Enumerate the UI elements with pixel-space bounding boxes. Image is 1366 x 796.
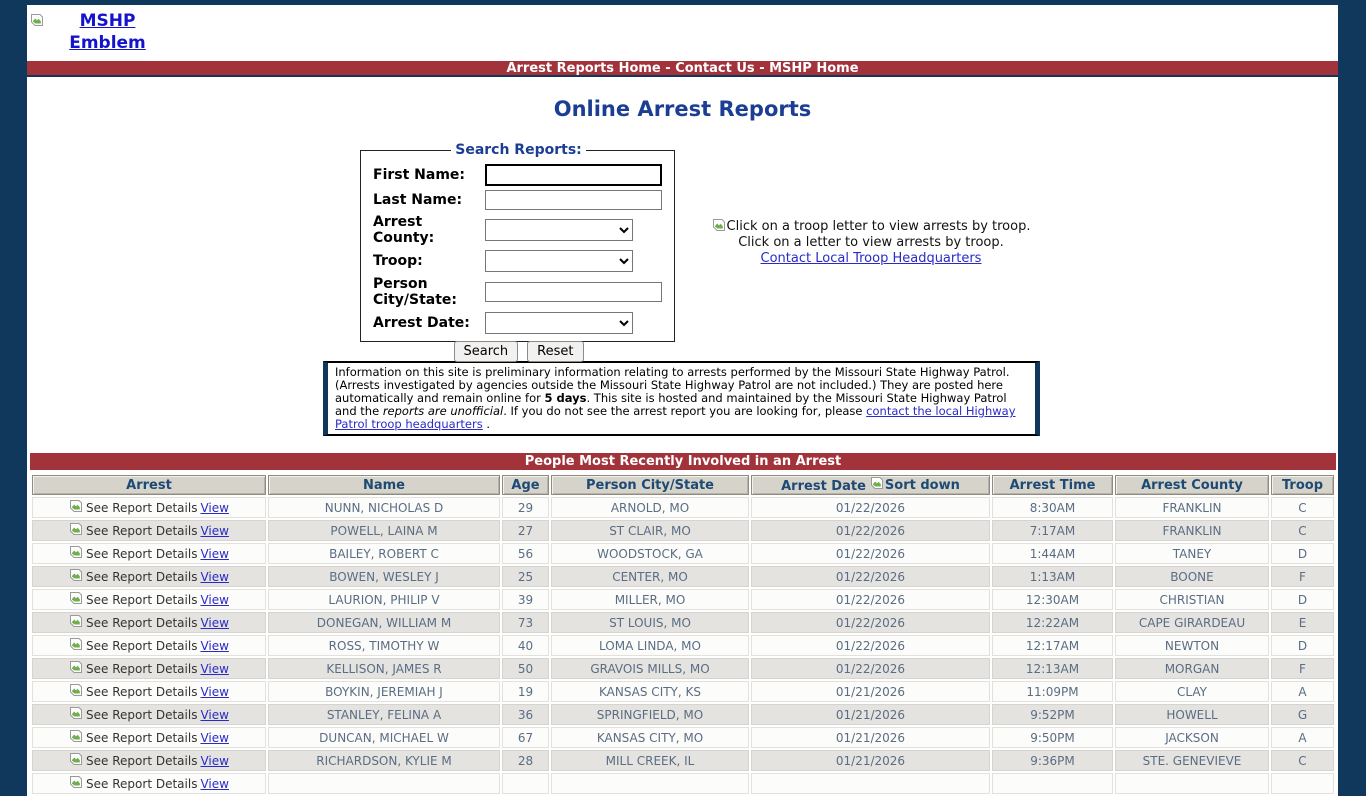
see-report-details-icon — [69, 683, 83, 700]
cell-arrest-date: 01/21/2026 — [751, 704, 990, 725]
mshp-emblem-link[interactable]: MSHP Emblem — [69, 11, 146, 53]
arrest-table-body — [32, 497, 1334, 794]
cell-name: BOWEN, WESLEY J — [268, 566, 500, 587]
cell-person-city-state: KANSAS CITY, MO — [551, 727, 749, 748]
cell-arrest-date: 01/22/2026 — [751, 635, 990, 656]
cell-arrest-time: 8:30AM — [992, 497, 1113, 518]
cell-arrest-county: HOWELL — [1115, 704, 1269, 725]
cell-arrest-action — [32, 773, 266, 794]
cell-person-city-state: MILLER, MO — [551, 589, 749, 610]
troop-select[interactable] — [485, 250, 633, 272]
table-row — [32, 635, 1334, 656]
last-name-label: Last Name: — [373, 192, 463, 208]
cell-troop: C — [1271, 497, 1334, 518]
cell-age: 19 — [502, 681, 549, 702]
cell-arrest-date: 01/21/2026 — [751, 750, 990, 771]
cell-age: 25 — [502, 566, 549, 587]
see-report-details-alt: See Report Details — [86, 661, 198, 676]
table-row — [32, 497, 1334, 518]
view-report-link[interactable]: View — [200, 592, 229, 607]
cell-arrest-date: 01/22/2026 — [751, 566, 990, 587]
cell-name: RICHARDSON, KYLIE M — [268, 750, 500, 771]
cell-arrest-action — [32, 681, 266, 702]
arrest-table — [30, 473, 1336, 796]
cell-arrest-county: BOONE — [1115, 566, 1269, 587]
first-name-label: First Name: — [373, 167, 466, 183]
sort-down-control[interactable] — [870, 476, 960, 494]
cell-arrest-time: 1:44AM — [992, 543, 1113, 564]
cell-arrest-time: 12:17AM — [992, 635, 1113, 656]
table-row — [32, 681, 1334, 702]
nav-mshp-home[interactable]: MSHP Home — [769, 61, 859, 76]
cell-arrest-action — [32, 704, 266, 725]
cell-age: 27 — [502, 520, 549, 541]
view-report-link[interactable]: View — [200, 615, 229, 630]
cell-name: ROSS, TIMOTHY W — [268, 635, 500, 656]
cell-arrest-action — [32, 566, 266, 587]
cell-name — [268, 773, 500, 794]
cell-arrest-action — [32, 497, 266, 518]
see-report-details-alt: See Report Details — [86, 500, 198, 515]
search-reports-fieldset — [360, 142, 675, 359]
cell-person-city-state: WOODSTOCK, GA — [551, 543, 749, 564]
see-report-details-alt: See Report Details — [86, 707, 198, 722]
see-report-details-alt: See Report Details — [86, 546, 198, 561]
table-header-row — [32, 475, 1334, 495]
cell-arrest-county: JACKSON — [1115, 727, 1269, 748]
cell-troop: A — [1271, 681, 1334, 702]
site-header — [27, 5, 1338, 61]
see-report-details-alt: See Report Details — [86, 753, 198, 768]
search-button[interactable]: Search — [454, 341, 519, 362]
column-header-arrest-date — [751, 475, 990, 495]
cell-age — [502, 773, 549, 794]
cell-arrest-county: STE. GENEVIEVE — [1115, 750, 1269, 771]
view-report-link[interactable]: View — [200, 753, 229, 768]
table-title-bar: People Most Recently Involved in an Arrest — [30, 453, 1336, 470]
cell-arrest-action — [32, 635, 266, 656]
search-section — [27, 142, 1338, 359]
cell-age: 73 — [502, 612, 549, 633]
cell-arrest-time: 9:52PM — [992, 704, 1113, 725]
view-report-link[interactable]: View — [200, 500, 229, 515]
cell-arrest-county — [1115, 773, 1269, 794]
cell-arrest-time: 9:50PM — [992, 727, 1113, 748]
cell-arrest-action — [32, 612, 266, 633]
see-report-details-icon — [69, 775, 83, 792]
see-report-details-alt: See Report Details — [86, 776, 198, 791]
table-row — [32, 773, 1334, 794]
cell-arrest-date — [751, 773, 990, 794]
table-row — [32, 520, 1334, 541]
table-row — [32, 566, 1334, 587]
troop-panel — [667, 218, 1075, 267]
arrest-date-select[interactable] — [485, 312, 633, 334]
cell-name: POWELL, LAINA M — [268, 520, 500, 541]
page-title: Online Arrest Reports — [553, 97, 812, 121]
view-report-link[interactable]: View — [200, 776, 229, 791]
cell-arrest-action — [32, 727, 266, 748]
see-report-details-icon — [69, 752, 83, 769]
cell-age: 50 — [502, 658, 549, 679]
cell-troop: F — [1271, 566, 1334, 587]
notice-text: . — [482, 417, 491, 431]
last-name-input[interactable] — [485, 190, 662, 210]
cell-name: NUNN, NICHOLAS D — [268, 497, 500, 518]
see-report-details-icon — [69, 545, 83, 562]
disclaimer-notice — [323, 361, 1040, 436]
cell-arrest-date: 01/22/2026 — [751, 497, 990, 518]
cell-troop: D — [1271, 589, 1334, 610]
troop-label: Troop: — [373, 253, 423, 269]
cell-arrest-time: 9:36PM — [992, 750, 1113, 771]
cell-troop: D — [1271, 635, 1334, 656]
notice-text: Information on this site is preliminary information relating to arrests performed by the Missouri State Highway Patrol. (Arrests investigated by agencies outside the Missouri State Highway Patrol are not included.) They are posted here automatically and remain online for — [335, 365, 1010, 405]
column-header-age: Age — [502, 475, 549, 495]
cell-age: 67 — [502, 727, 549, 748]
cell-arrest-time: 12:13AM — [992, 658, 1113, 679]
see-report-details-alt: See Report Details — [86, 592, 198, 607]
column-header-arrest-county: Arrest County — [1115, 475, 1269, 495]
view-report-link[interactable]: View — [200, 661, 229, 676]
troop-caption: Click on a letter to view arrests by troop. — [738, 235, 1004, 250]
cell-arrest-county: CLAY — [1115, 681, 1269, 702]
cell-arrest-date: 01/21/2026 — [751, 681, 990, 702]
notice-text: . This site is hosted and maintained by the Missouri State Highway Patrol and the — [335, 391, 1007, 418]
search-reports-legend: Search Reports: — [455, 142, 582, 158]
see-report-details-alt: See Report Details — [86, 569, 198, 584]
cell-troop — [1271, 773, 1334, 794]
cell-arrest-time: 7:17AM — [992, 520, 1113, 541]
troop-map-broken-image-icon — [712, 219, 727, 234]
cell-troop: D — [1271, 543, 1334, 564]
see-report-details-icon — [69, 660, 83, 677]
cell-age: 40 — [502, 635, 549, 656]
see-report-details-icon — [69, 637, 83, 654]
see-report-details-icon — [69, 499, 83, 516]
cell-person-city-state: KANSAS CITY, KS — [551, 681, 749, 702]
notice-text: . If you do not see the arrest report you are looking for, please — [503, 404, 867, 418]
view-report-link[interactable]: View — [200, 707, 229, 722]
table-row — [32, 727, 1334, 748]
cell-troop: C — [1271, 520, 1334, 541]
view-report-link[interactable]: View — [200, 684, 229, 699]
contact-troop-headquarters-link[interactable]: contact the local Highway Patrol troop headquarters — [335, 404, 1016, 431]
reset-button[interactable]: Reset — [527, 341, 583, 362]
top-nav-bar — [27, 61, 1338, 77]
cell-age: 29 — [502, 497, 549, 518]
notice-italic-unofficial: reports are unofficial — [382, 404, 504, 418]
cell-name: BAILEY, ROBERT C — [268, 543, 500, 564]
arrest-date-label: Arrest Date: — [373, 315, 470, 331]
sort-down-alt-text: Sort down — [884, 477, 960, 493]
cell-age: 28 — [502, 750, 549, 771]
table-row — [32, 704, 1334, 725]
cell-person-city-state: LOMA LINDA, MO — [551, 635, 749, 656]
cell-arrest-county: FRANKLIN — [1115, 520, 1269, 541]
cell-person-city-state: ST LOUIS, MO — [551, 612, 749, 633]
see-report-details-icon — [69, 706, 83, 723]
cell-person-city-state: MILL CREEK, IL — [551, 750, 749, 771]
view-report-link[interactable]: View — [200, 569, 229, 584]
see-report-details-icon — [69, 522, 83, 539]
cell-arrest-date: 01/22/2026 — [751, 589, 990, 610]
cell-arrest-date: 01/22/2026 — [751, 520, 990, 541]
view-report-link[interactable]: View — [200, 730, 229, 745]
cell-person-city-state: CENTER, MO — [551, 566, 749, 587]
see-report-details-alt: See Report Details — [86, 523, 198, 538]
arrest-date-header-label: Arrest Date — [781, 479, 866, 494]
broken-image-icon — [30, 12, 44, 31]
cell-arrest-date: 01/22/2026 — [751, 543, 990, 564]
cell-arrest-time — [992, 773, 1113, 794]
see-report-details-alt: See Report Details — [86, 638, 198, 653]
cell-troop: F — [1271, 658, 1334, 679]
first-name-input[interactable] — [485, 164, 662, 186]
table-row — [32, 589, 1334, 610]
cell-age: 36 — [502, 704, 549, 725]
person-city-state-label: Person City/State: — [373, 276, 458, 308]
cell-name: BOYKIN, JEREMIAH J — [268, 681, 500, 702]
column-header-person-city-state: Person City/State — [551, 475, 749, 495]
nav-separator: - — [754, 61, 770, 76]
column-header-name: Name — [268, 475, 500, 495]
cell-name: DONEGAN, WILLIAM M — [268, 612, 500, 633]
cell-name: LAURION, PHILIP V — [268, 589, 500, 610]
view-report-link[interactable]: View — [200, 523, 229, 538]
cell-arrest-time: 12:22AM — [992, 612, 1113, 633]
cell-troop: G — [1271, 704, 1334, 725]
nav-arrest-reports-home[interactable]: Arrest Reports Home — [506, 61, 661, 76]
cell-name: DUNCAN, MICHAEL W — [268, 727, 500, 748]
cell-arrest-time: 11:09PM — [992, 681, 1113, 702]
table-row — [32, 612, 1334, 633]
cell-person-city-state: GRAVOIS MILLS, MO — [551, 658, 749, 679]
cell-arrest-county: TANEY — [1115, 543, 1269, 564]
cell-arrest-county: CHRISTIAN — [1115, 589, 1269, 610]
column-header-arrest: Arrest — [32, 475, 266, 495]
troop-map-alt-text: Click on a troop letter to view arrests by troop. — [726, 219, 1031, 234]
cell-arrest-time: 1:13AM — [992, 566, 1113, 587]
sort-down-icon — [870, 476, 884, 494]
cell-troop: A — [1271, 727, 1334, 748]
person-city-state-input[interactable] — [485, 282, 662, 302]
see-report-details-icon — [69, 614, 83, 631]
view-report-link[interactable]: View — [200, 638, 229, 653]
nav-contact-us[interactable]: Contact Us — [675, 61, 755, 76]
cell-arrest-county: MORGAN — [1115, 658, 1269, 679]
cell-person-city-state: ARNOLD, MO — [551, 497, 749, 518]
page-content — [27, 5, 1338, 796]
see-report-details-icon — [69, 729, 83, 746]
nav-separator: - — [660, 61, 676, 76]
cell-name: STANLEY, FELINA A — [268, 704, 500, 725]
cell-arrest-date: 01/22/2026 — [751, 658, 990, 679]
cell-person-city-state: SPRINGFIELD, MO — [551, 704, 749, 725]
table-row — [32, 658, 1334, 679]
contact-local-troop-headquarters-link[interactable]: Contact Local Troop Headquarters — [760, 251, 982, 266]
notice-bold-5-days: 5 days — [544, 391, 587, 405]
cell-person-city-state — [551, 773, 749, 794]
see-report-details-alt: See Report Details — [86, 730, 198, 745]
arrest-county-select[interactable] — [485, 219, 633, 241]
cell-age: 56 — [502, 543, 549, 564]
cell-name: KELLISON, JAMES R — [268, 658, 500, 679]
cell-troop: E — [1271, 612, 1334, 633]
cell-arrest-county: CAPE GIRARDEAU — [1115, 612, 1269, 633]
cell-arrest-action — [32, 589, 266, 610]
cell-arrest-action — [32, 520, 266, 541]
cell-person-city-state: ST CLAIR, MO — [551, 520, 749, 541]
cell-arrest-action — [32, 658, 266, 679]
cell-arrest-county: NEWTON — [1115, 635, 1269, 656]
cell-troop: C — [1271, 750, 1334, 771]
view-report-link[interactable]: View — [200, 546, 229, 561]
see-report-details-alt: See Report Details — [86, 684, 198, 699]
arrest-county-label: Arrest County: — [373, 214, 435, 246]
cell-arrest-time: 12:30AM — [992, 589, 1113, 610]
cell-age: 39 — [502, 589, 549, 610]
see-report-details-alt: See Report Details — [86, 615, 198, 630]
table-row — [32, 543, 1334, 564]
cell-arrest-county: FRANKLIN — [1115, 497, 1269, 518]
cell-arrest-action — [32, 543, 266, 564]
cell-arrest-date: 01/22/2026 — [751, 612, 990, 633]
column-header-troop: Troop — [1271, 475, 1334, 495]
see-report-details-icon — [69, 591, 83, 608]
see-report-details-icon — [69, 568, 83, 585]
cell-arrest-date: 01/21/2026 — [751, 727, 990, 748]
column-header-arrest-time: Arrest Time — [992, 475, 1113, 495]
